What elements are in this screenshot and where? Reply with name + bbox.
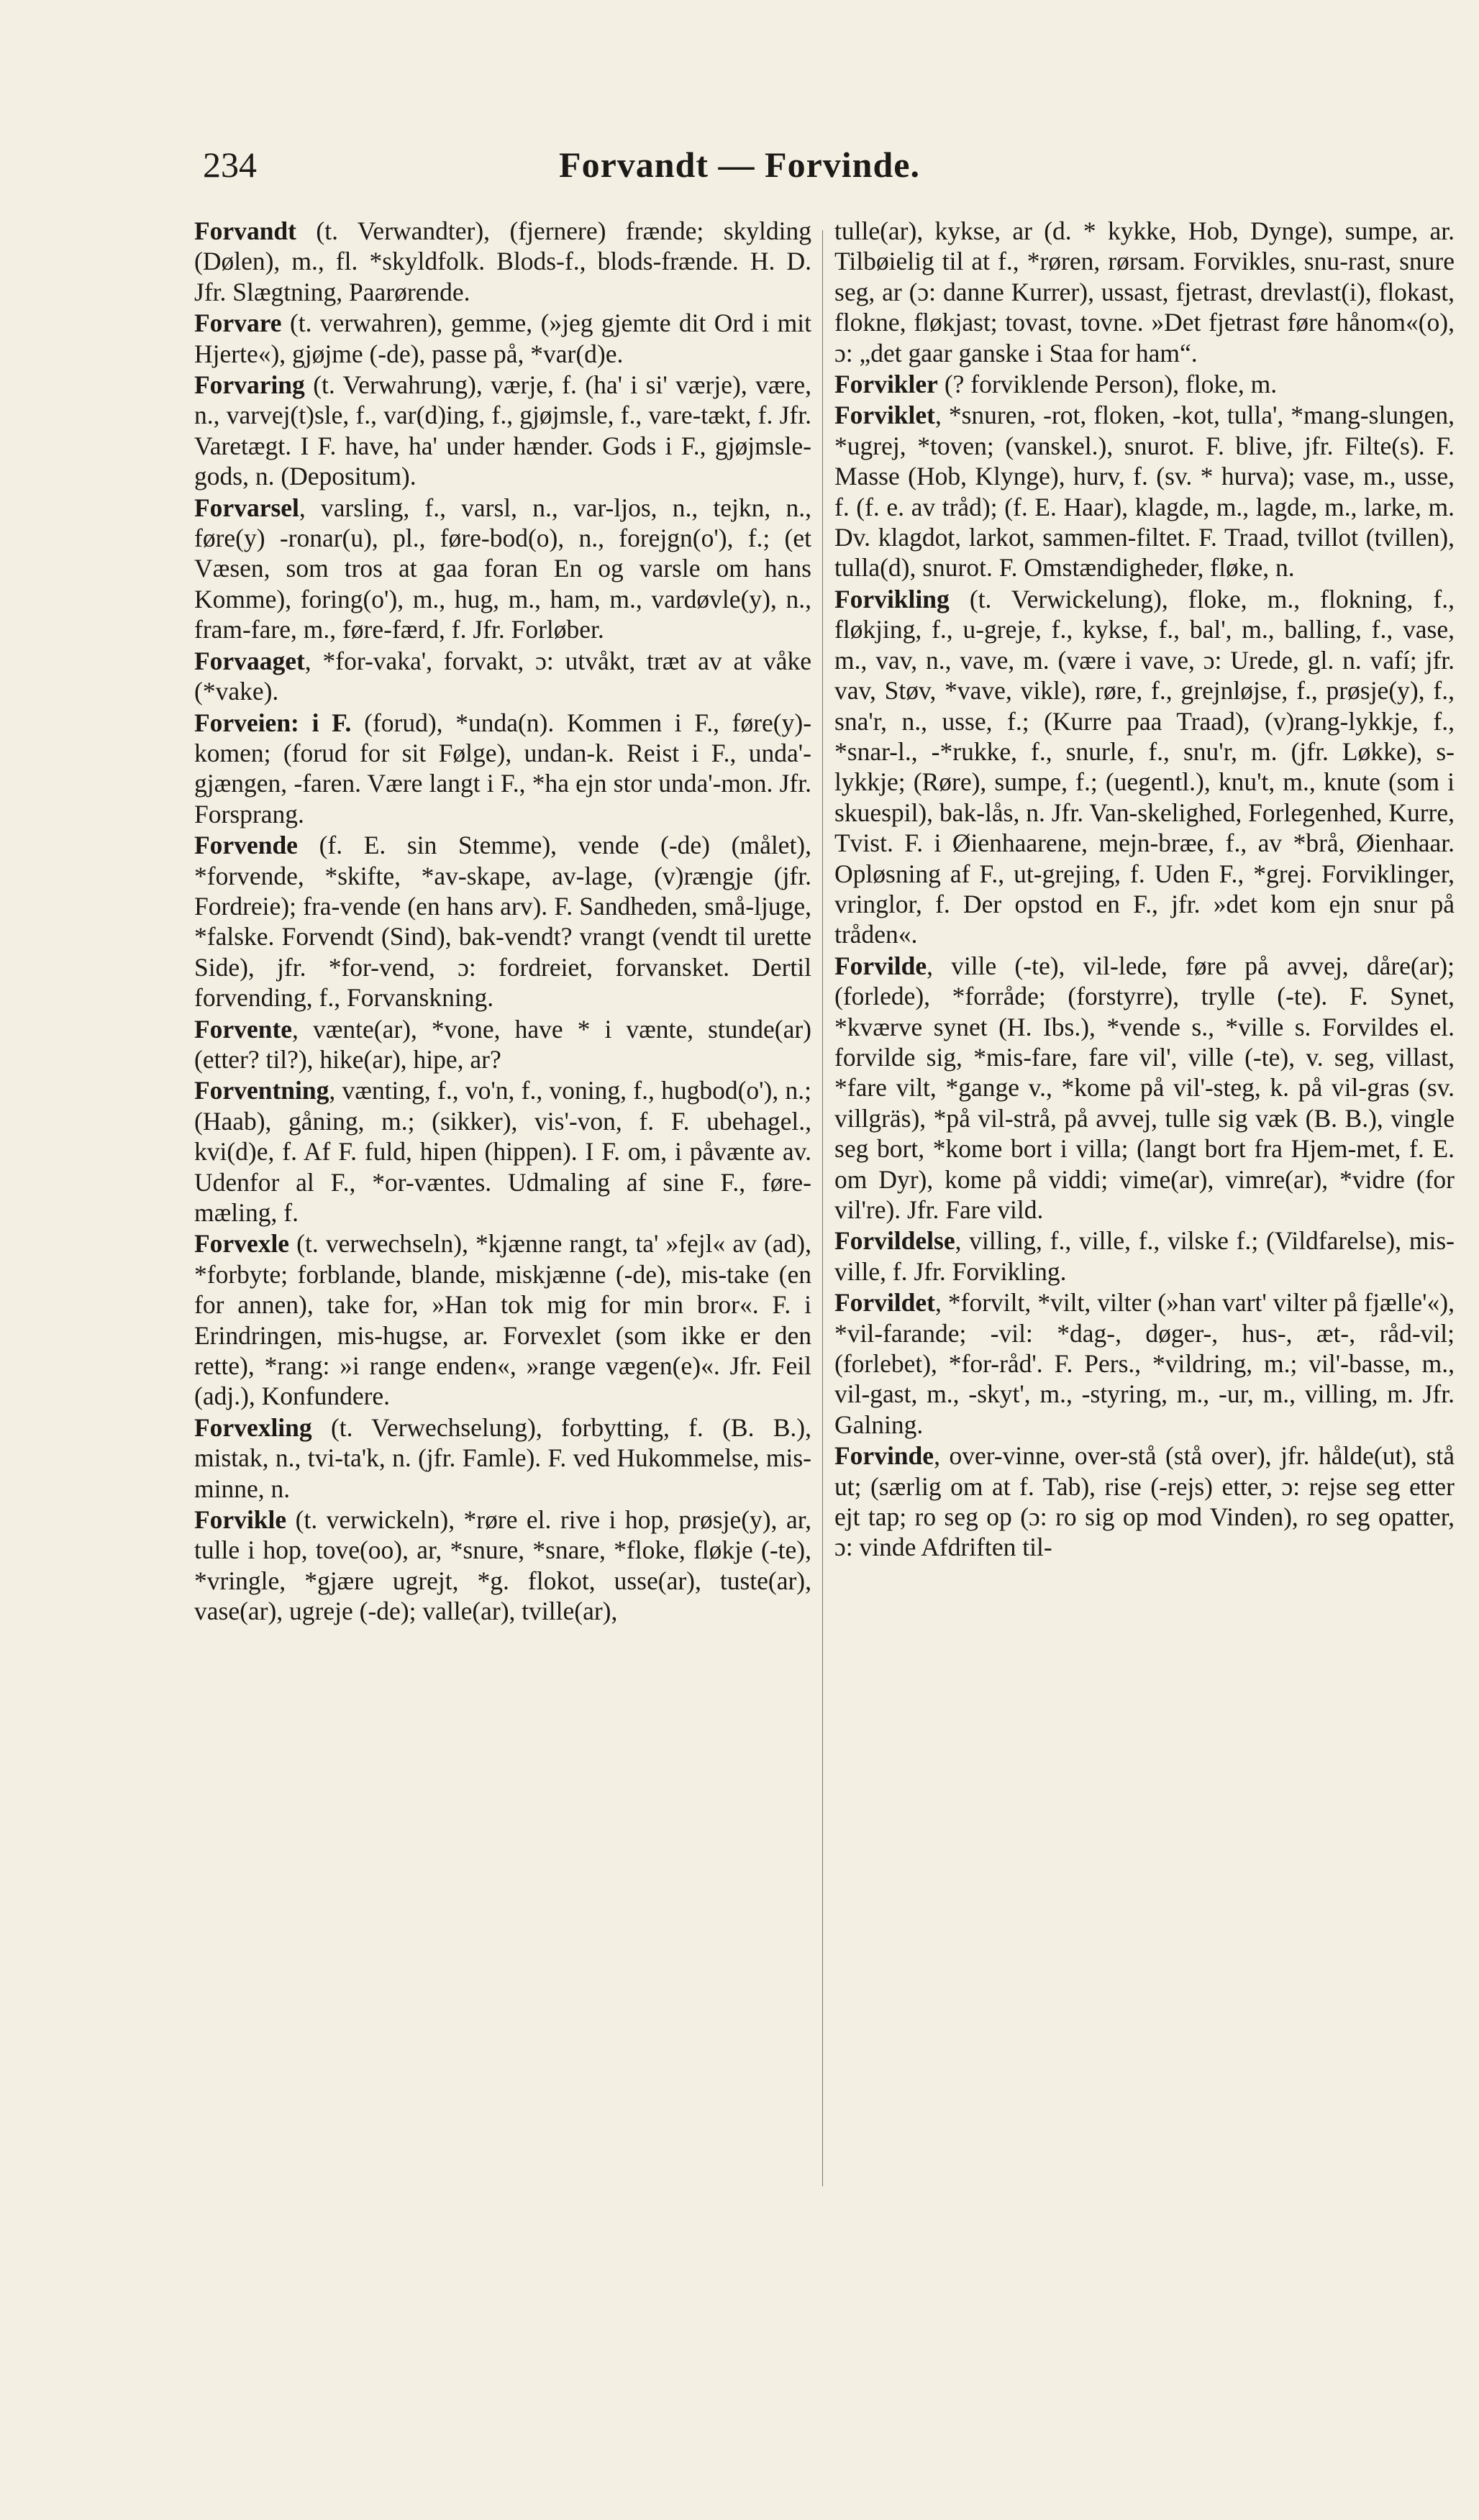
entry-headword: Forvarsel [194,493,299,522]
dictionary-entry [194,1505,811,1627]
dictionary-entry [834,400,1455,583]
dictionary-entry [834,1287,1455,1440]
entry-text: , *snuren, -rot, floken, -kot, tulla', *mang-slungen, *ugrej, *toven; (vanskel.), snurot. F. blive, jfr. Filte(s). F. Masse (Hob, Klynge), hurv, f. (sv. * hurva); vase, m., usse, f. (f. e. av tråd); (f. E. Haar), klagde, m., lagde, m., larke, m. Dv. klagdot, larkot, sammen-filtet. F. Traad, tvillot (tvillen), tulla(d), snurot. F. Omstændigheder, fløke, n. [834,401,1455,583]
entry-headword: Forvexling [194,1412,312,1442]
left-column [194,216,811,1628]
entry-headword: Forvare [194,309,282,338]
column-divider [822,230,823,2186]
dictionary-entry [194,1228,811,1411]
entry-text: (? forviklende Person), floke, m. [937,370,1278,399]
running-title: Forvandt — Forvinde. [559,145,920,185]
entry-text: (t. Verwickelung), floke, m., flokning, f., fløkjing, f., u-greje, f., kykse, f., bal', m., balling, f., vase, m., vav, n., vave, m. (være i vave, ɔ: Urede, gl. n. vafí; jfr. vav, Støv, *vave, vikle), røre, f., grejnløjse, f., prøsje(y), f., sna'r, n., usse, f.; (Kurre paa Traad), (v)rang-lykkje, f., *snar-l., -*rukke, f., snurle, f., snu'r, m. (jfr. Løkke), s-lykkje; (Røre), sumpe, f.; (uegentl.), knu't, m., knute (som i skuespil), bak-lås, n. Jfr. Van-skelighed, Forlegenhed, Kurre, Tvist. F. i Øienhaarene, mejn-bræe, f., av *brå, Øienhaar. Opløsning af F., ut-grejing, f. Uden F., *grej. Forviklinger, vringlor, f. Der opstod en F., jfr. »det kom ejn snur på tråden«. [834,584,1455,949]
dictionary-entry [194,1014,811,1075]
dictionary-entry [834,584,1455,950]
entry-headword: Forvende [194,831,298,860]
entry-text: tulle(ar), kykse, ar (d. * kykke, Hob, Dynge), sumpe, ar. Tilbøielig til at f., *røren, rørsam. Forvikles, snu-rast, snure seg, ar (ɔ: danne Kurrer), ussast, fjetrast, drevlast(i), flokast, flokne, fløkjast; tovast, tovne. »Det fjetrast føre hånom«(o), ɔ: „det gaar ganske i Staa for ham“. [834,216,1455,368]
entry-text: , ville (-te), vil-lede, føre på avvej, dåre(ar); (forlede), *forråde; (forstyrre), trylle (-te). F. Synet, *kværve synet (H. Ibs.), *vende s., *ville s. Forvildes el. forvilde sig, *mis-fare, fare vil', ville (-te), v. seg, villast, *fare vilt, *gange v., *kome på vil'-steg, k. på vil-gras (sv. villgräs), *på vil-strå, på avvej, tulle sig væk (B. B.), vingle seg bort, *kome bort i villa; (langt bort fra Hjem-met, f. E. om Dyr), kome på viddi; vime(ar), vimre(ar), *vidre (for vil're). Jfr. Fare vild. [834,951,1455,1224]
entry-headword: Forvaaget [194,646,305,675]
entry-headword: Forvinde [834,1441,934,1471]
entry-text: (f. E. sin Stemme), vende (-de) (målet), *forvende, *skifte, *av-skape, av-lage, (v)rængje (jfr. Fordreie); fra-vende (en hans arv). F. Sandheden, små-ljuge, *falske. Forvendt (Sind), bak-vendt? vrangt (vendt til urette Side), jfr. *for-vend, ɔ: fordreiet, forvansket. Dertil forvending, f., Forvanskning. [194,831,811,1013]
dictionary-entry [194,1075,811,1228]
entry-text: , varsling, f., varsl, n., var-ljos, n., tejkn, n., føre(y) -ronar(u), pl., føre-bod(o), n., forejgn(o'), f.; (et Væsen, som tros at gaa foran En og varsle om hans Komme), foring(o'), m., hug, m., ham, m., vardøvle(y), n., fram-fare, m., føre-færd, f. Jfr. Forløber. [194,493,811,644]
dictionary-entry [834,216,1455,368]
entry-text: (t. Verwahrung), værje, f. (ha' i si' værje), være, n., varvej(t)sle, f., var(d)ing, f., gjøjmsle, f., vare-tækt, f. Jfr. Varetægt. I F. have, ha' under hænder. Gods i F., gjøjmsle-gods, n. (Depositum). [194,370,811,491]
dictionary-entry [834,369,1455,399]
page-header [0,144,1479,194]
entry-headword: Forventning [194,1076,329,1105]
dictionary-entry [834,1225,1455,1287]
entry-text: (t. verwechseln), *kjænne rangt, ta' »fejl« av (ad), *forbyte; forblande, blande, miskjænne (-de), mis-take (en for annen), take for, »Han tok mig for min bror«. F. i Erindringen, mis-hugse, ar. Forvexlet (som ikke er den rette), *rang: »i range enden«, »range vægen(e)«. Jfr. Feil (adj.), Konfundere. [194,1229,811,1411]
dictionary-entry [194,370,811,492]
entry-text: (t. verwahren), gemme, (»jeg gjemte dit Ord i mit Hjerte«), gjøjme (-de), passe på, *var(d)e. [194,309,811,368]
dictionary-entry [194,216,811,307]
dictionary-entry [194,1412,811,1504]
entry-text: (t. Verwandter), (fjernere) frænde; skylding (Dølen), m., fl. *skyldfolk. Blods-f., blods-frænde. H. D. Jfr. Slægtning, Paarørende. [194,216,811,306]
entry-text: (forud), *unda(n). Kommen i F., føre(y)-komen; (forud for sit Følge), undan-k. Reist i F., unda'-gjængen, -faren. Være langt i F., *ha ejn stor unda'-mon. Jfr. Forsprang. [194,708,812,828]
dictionary-entry [194,708,811,830]
entry-headword: Forvildelse [834,1226,955,1256]
entry-headword: Forvildet [834,1288,935,1318]
entry-text: , *forvilt, *vilt, vilter (»han vart' vilter på fjælle'«), *vil-farande; -vil: *dag-, døger-, hus-, æt-, råd-vil; (forlebet), *for-råd'. F. Pers., *vildring, m.; vil'-basse, m., vil-gast, m., -skyt', m., -styring, m., -ur, m., villing, m. Jfr. Galning. [834,1288,1455,1439]
right-column [834,216,1455,1563]
entry-headword: Forvikling [834,584,950,613]
entry-headword: Forvandt [194,216,296,245]
entry-headword: Forveien: i F. [194,708,352,737]
entry-headword: Forvente [194,1014,293,1044]
entry-text: , vænte(ar), *vone, have * i vænte, stunde(ar) (etter? til?), hike(ar), hipe, ar? [194,1014,811,1074]
entry-headword: Forvikle [194,1505,287,1535]
dictionary-entry [834,1441,1455,1563]
entry-headword: Forvaring [194,370,305,400]
entry-text: (t. verwickeln), *røre el. rive i hop, prøsje(y), ar, tulle i hop, tove(oo), ar, *snure, *snare, *floke, fløkje (-te), *vringle, *gjære ugrejt, *g. flokot, usse(ar), tuste(ar), vase(ar), ugreje (-de); valle(ar), tville(ar), [194,1505,811,1626]
page-number: 234 [203,145,257,185]
entry-text: , villing, f., ville, f., vilske f.; (Vildfarelse), mis-ville, f. Jfr. Forvikling. [834,1226,1455,1286]
dictionary-entry [834,951,1455,1225]
entry-headword: Forvexle [194,1229,290,1259]
dictionary-entry [194,646,811,707]
entry-headword: Forviklet [834,401,935,430]
dictionary-entry [194,308,811,369]
entry-headword: Forvilde [834,951,927,980]
entry-text: , *for-vaka', forvakt, ɔ: utvåkt, træt av at våke (*vake). [194,646,811,706]
entry-text: , vænting, f., vo'n, f., voning, f., hugbod(o'), n.; (Haab), gåning, m.; (sikker), vis'-von, f. F. ubehagel., kvi(d)e, f. Af F. fuld, hipen (hippen). I F. om, i påvænte av. Udenfor al F., *or-væntes. Udmaling af sine F., føre-mæling, f. [194,1076,811,1227]
dictionary-entry [194,493,811,645]
entry-text: (t. Verwechselung), forbytting, f. (B. B.), mistak, n., tvi-ta'k, n. (jfr. Famle). F. ved Hukommelse, mis-minne, n. [194,1412,811,1503]
entry-text: , over-vinne, over-stå (stå over), jfr. hålde(ut), stå ut; (særlig om at f. Tab), rise (-rejs) etter, ɔ: rejse seg etter ejt tap; ro seg op (ɔ: ro sig op mod Vinden), ro seg opatter, ɔ: vinde Afdriften til- [834,1441,1455,1562]
entry-headword: Forvikler [834,370,938,399]
dictionary-entry [194,830,811,1013]
